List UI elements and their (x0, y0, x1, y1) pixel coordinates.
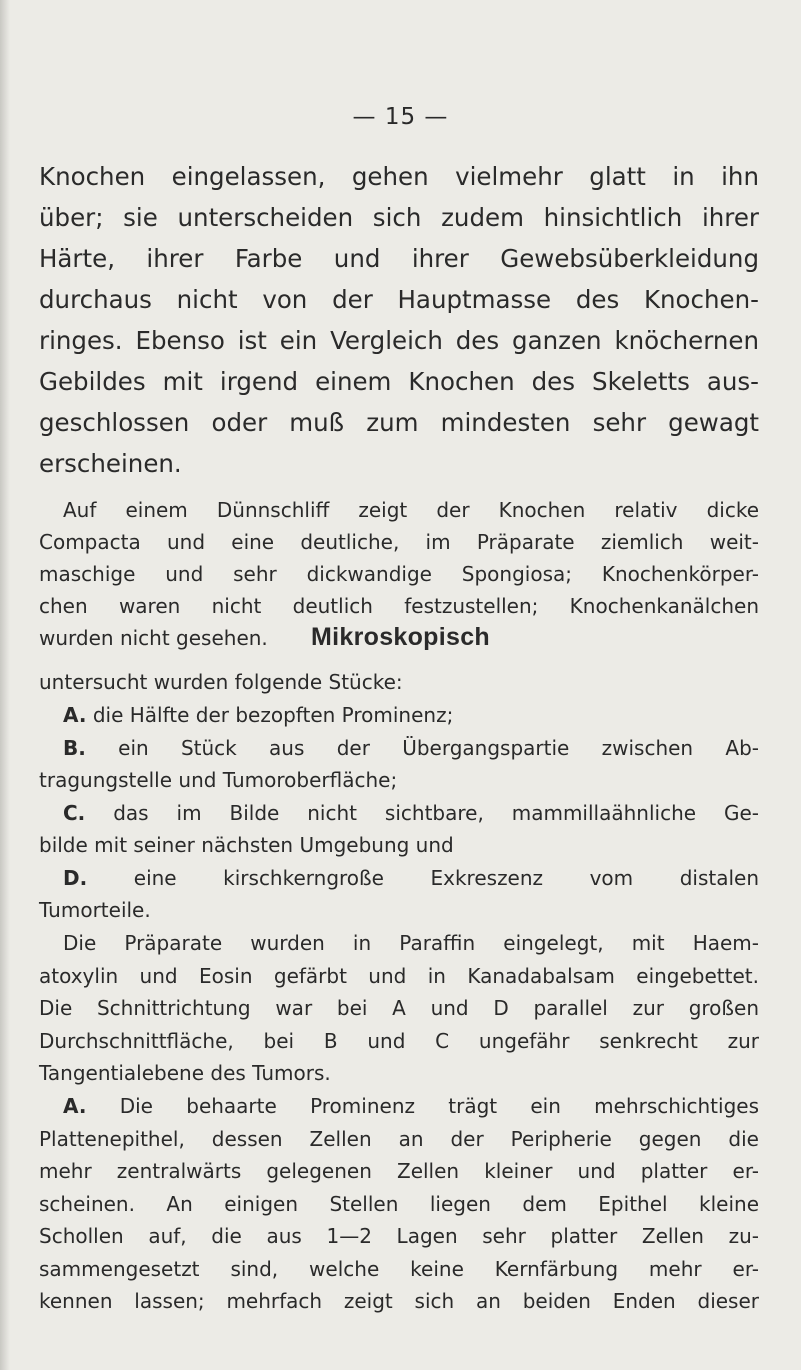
list-item (39, 866, 759, 890)
text-line: Plattenepithel, dessen Zellen an der Peripherie gegen die (39, 1127, 759, 1151)
text-line: scheinen. An einigen Stellen liegen dem Epithel kleine (39, 1192, 759, 1216)
text-line: Knochen eingelassen, gehen vielmehr glatt in ihn (39, 162, 759, 191)
text-line: sammengesetzt sind, welche keine Kernfärbung mehr er- (39, 1257, 759, 1281)
item-text: die Hälfte der bezopften Prominenz; (92, 703, 454, 727)
list-item (39, 703, 759, 727)
text-line: Schollen auf, die aus 1—2 Lagen sehr platter Zellen zu- (39, 1224, 759, 1248)
item-text: ein Stück aus der Übergangspartie zwischen Ab- (118, 736, 759, 760)
item-label: D. (63, 866, 88, 890)
text-line: Tumorteile. (39, 898, 151, 922)
text-line: Die Schnittrichtung war bei A und D parallel zur großen (39, 996, 759, 1020)
text-line: Härte, ihrer Farbe und ihrer Gewebsüberkleidung (39, 244, 759, 273)
text-line: Die Präparate wurden in Paraffin eingelegt, mit Haem- (63, 931, 759, 955)
text-line: geschlossen oder muß zum mindesten sehr gewagt (39, 408, 759, 437)
page-edge-shadow (0, 0, 10, 1370)
text-line: atoxylin und Eosin gefärbt und in Kanadabalsam eingebettet. (39, 964, 759, 988)
list-item (39, 801, 759, 825)
text-line: Durchschnittfläche, bei B und C ungefähr senkrecht zur (39, 1029, 759, 1053)
text-line: chen waren nicht deutlich festzustellen; Knochenkanälchen (39, 594, 759, 618)
item-text: das im Bilde nicht sichtbare, mammillaähnliche Ge- (113, 801, 760, 825)
text-line: ringes. Ebenso ist ein Vergleich des ganzen knöchernen (39, 326, 759, 355)
text-line (39, 1094, 759, 1118)
item-label: A. (63, 703, 87, 727)
text-line: wurden nicht gesehen. (39, 626, 268, 650)
text-line: erscheinen. (39, 449, 182, 478)
text-line: Tangentialebene des Tumors. (39, 1061, 331, 1085)
list-item (39, 736, 759, 760)
text-line: Compacta und eine deutliche, im Präparate ziemlich weit- (39, 530, 759, 554)
item-label: B. (63, 736, 86, 760)
text-line: bilde mit seiner nächsten Umgebung und (39, 833, 454, 857)
text-line: kennen lassen; mehrfach zeigt sich an beiden Enden dieser (39, 1289, 759, 1313)
item-text: Die behaarte Prominenz trägt ein mehrschichtiges (119, 1094, 759, 1118)
section-heading: Mikroskopisch (311, 623, 490, 651)
text-line: Gebildes mit irgend einem Knochen des Skeletts aus- (39, 367, 759, 396)
item-text: eine kirschkerngroße Exkreszenz vom distalen (133, 866, 760, 890)
text-line: Auf einem Dünnschliff zeigt der Knochen relativ dicke (63, 498, 759, 522)
page-number: — 15 — (352, 104, 449, 130)
text-line: über; sie unterscheiden sich zudem hinsichtlich ihrer (39, 203, 759, 232)
text-line: maschige und sehr dickwandige Spongiosa; Knochenkörper- (39, 562, 759, 586)
item-label: A. (63, 1094, 87, 1118)
text-line: tragungstelle und Tumoroberfläche; (39, 768, 398, 792)
text-line: mehr zentralwärts gelegenen Zellen kleiner und platter er- (39, 1159, 759, 1183)
text-line: untersucht wurden folgende Stücke: (39, 670, 403, 694)
item-label: C. (63, 801, 86, 825)
text-line: durchaus nicht von der Hauptmasse des Knochen- (39, 285, 759, 314)
